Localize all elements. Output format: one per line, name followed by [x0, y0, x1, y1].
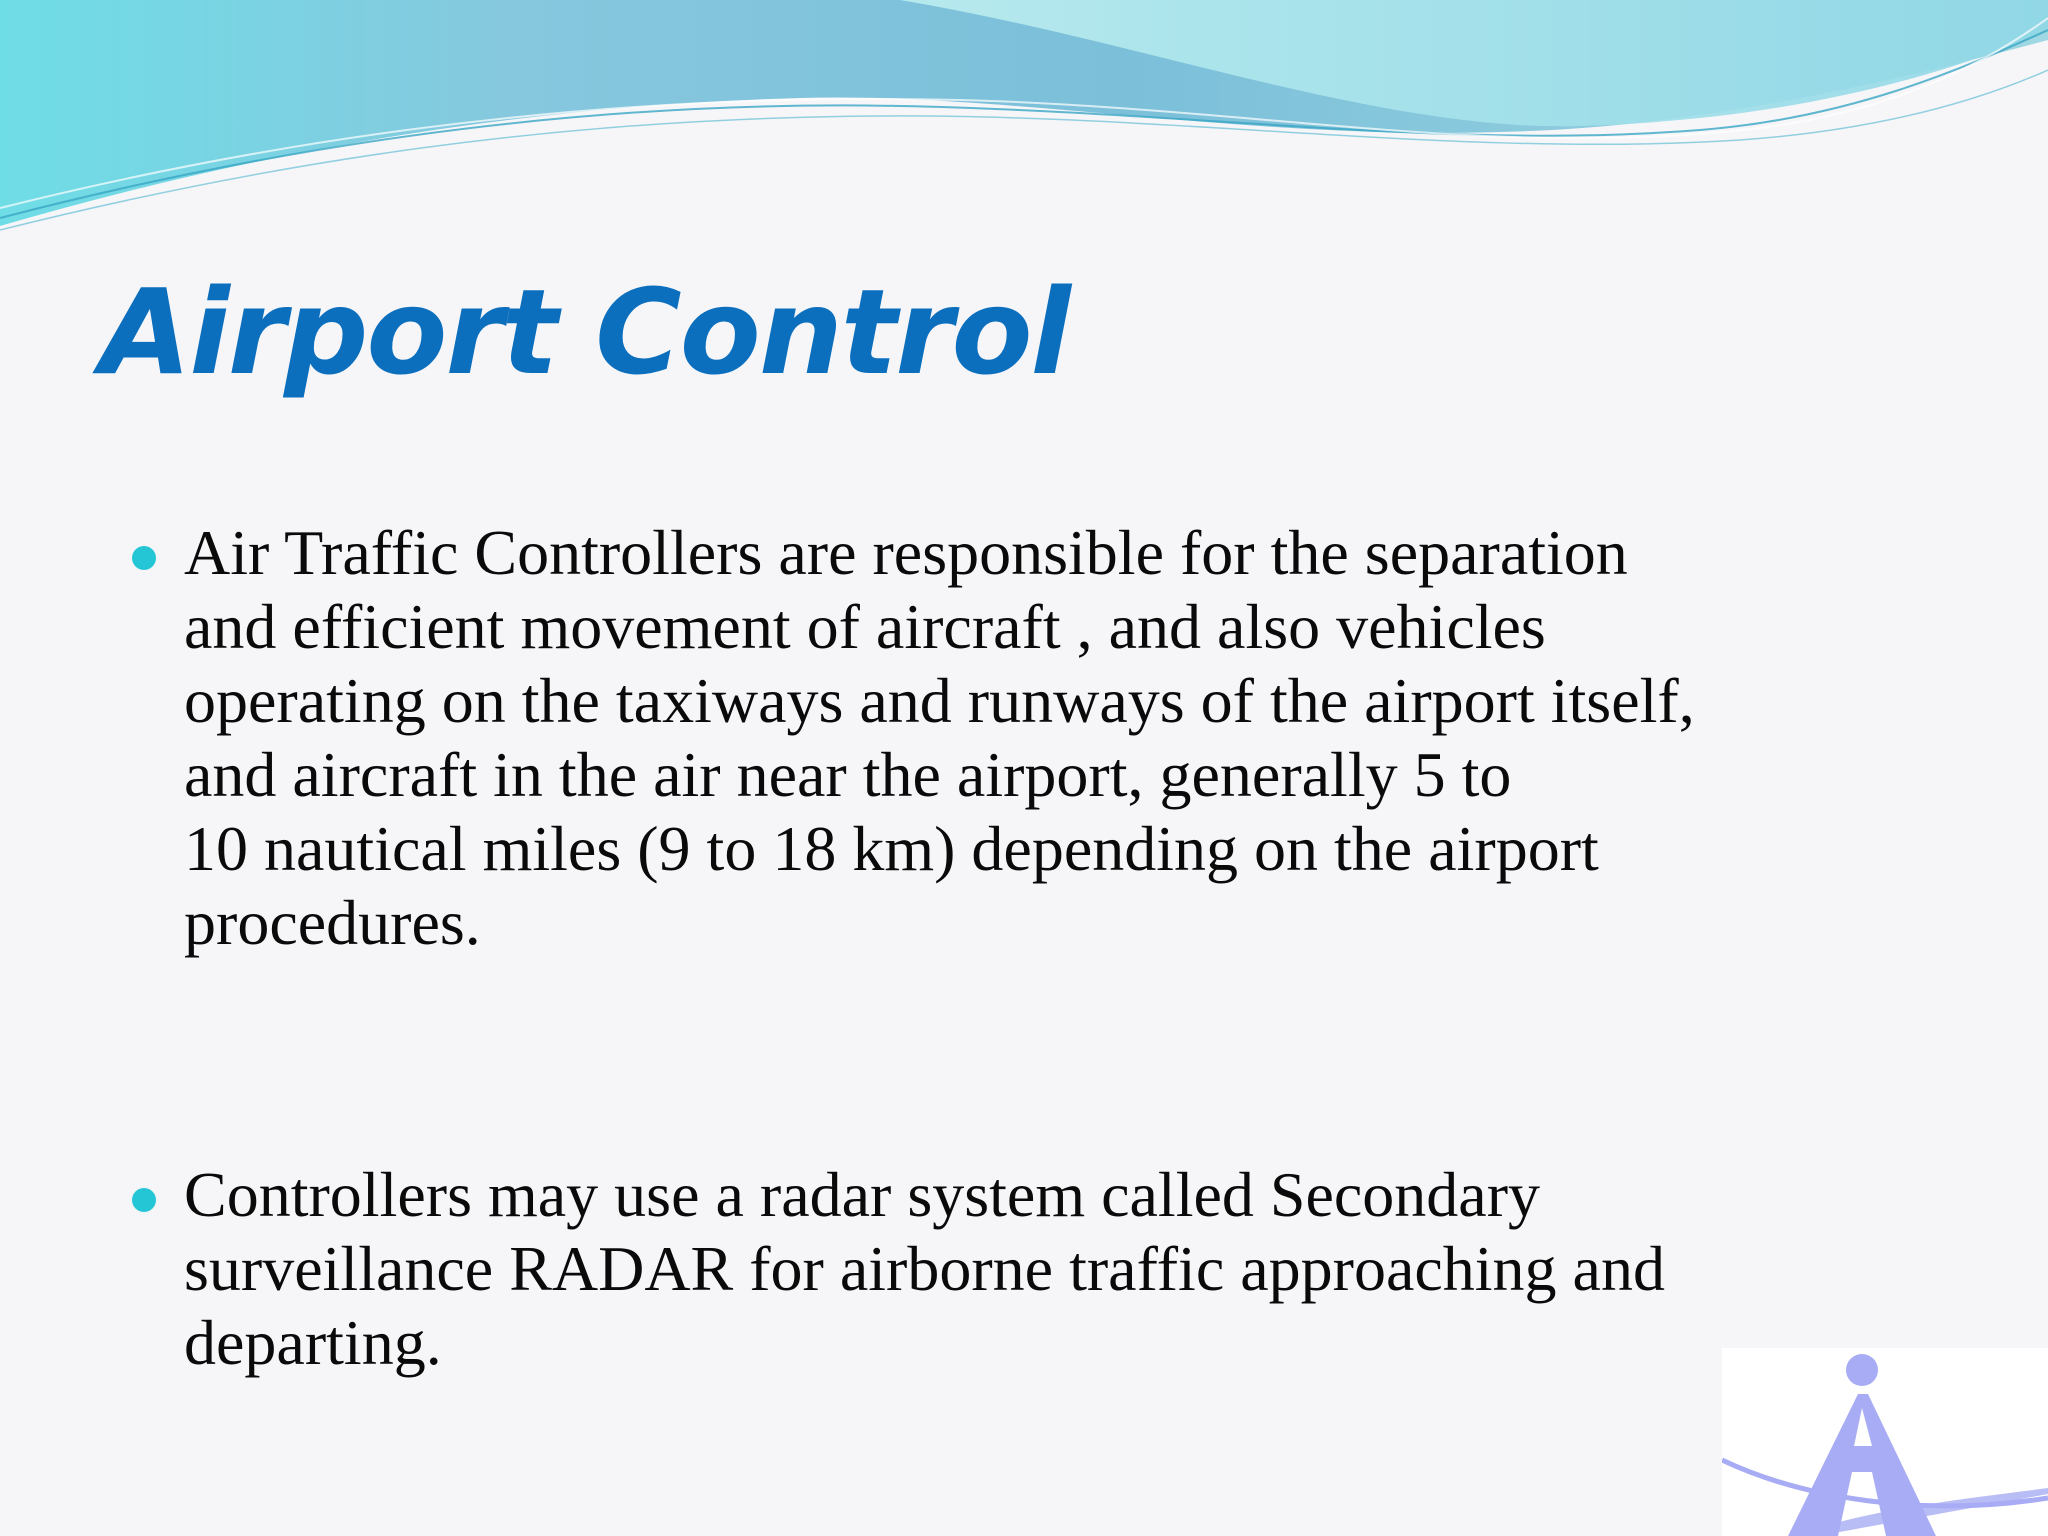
header-wave-decoration: [0, 0, 2048, 240]
bullet-dot: [132, 546, 156, 570]
bullet-item: [184, 1158, 1914, 1380]
slide-title: Airport Control: [100, 263, 1069, 401]
bullet-item: [184, 516, 1914, 960]
bullet-text: Controllers may use a radar system called Secondary surveillance RADAR for airborne traffic approaching and departing.: [184, 1159, 1665, 1378]
bullet-text: Air Traffic Controllers are responsible for the separation and efficient movement of aircraft , and also vehicles operating on the taxiways and runways of the airport itself, and aircraft in the air near the airport, generally 5 to 10 nautical miles (9 to 18 km) depending on the airport procedures.: [184, 517, 1695, 958]
airport-authority-logo-icon: [1722, 1348, 2048, 1536]
bullet-dot: [132, 1188, 156, 1212]
